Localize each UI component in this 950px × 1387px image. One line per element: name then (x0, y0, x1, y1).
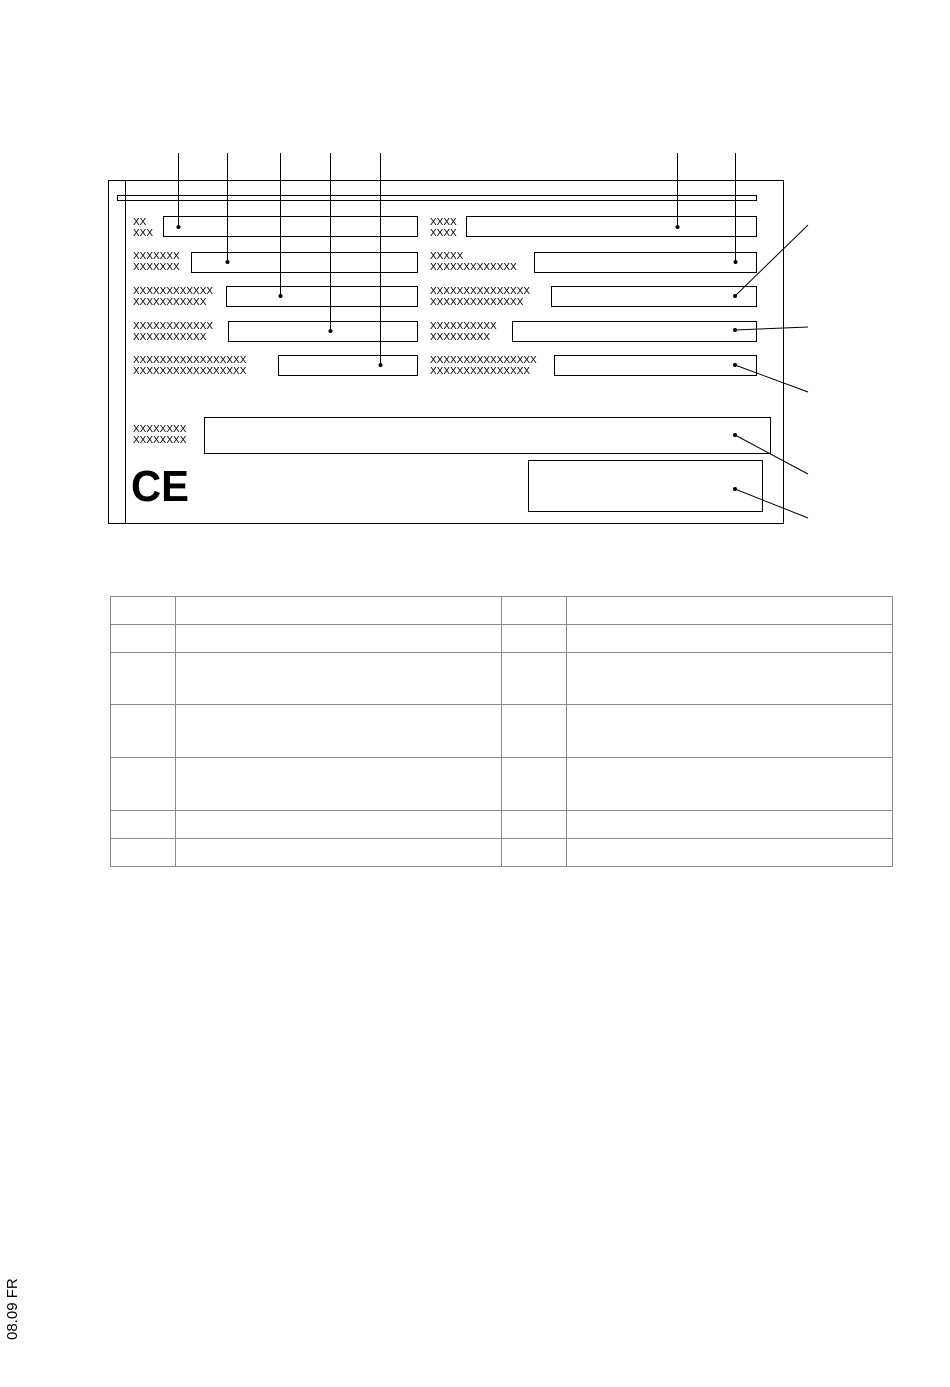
right-field-4-label-line-2: XXXXXXXXX (430, 332, 491, 343)
table-cell (111, 653, 176, 705)
table-cell (111, 839, 176, 867)
right-field-2-box (535, 253, 757, 273)
callout-line-right-4 (735, 435, 808, 474)
right-field-2-label-line-1: XXXXX (430, 251, 464, 262)
table-cell (111, 597, 176, 625)
table-cell (176, 839, 502, 867)
table-cell (502, 811, 567, 839)
identification-plate-diagram (0, 0, 950, 560)
document-revision-code: 08.09 FR (4, 1278, 21, 1340)
right-field-1-label-line-1: XXXX (430, 217, 457, 228)
callout-line-right-2 (735, 327, 808, 330)
table-cell (502, 653, 567, 705)
callout-dot-9 (733, 328, 737, 332)
plate-top-bar (118, 196, 757, 201)
left-field-4-box (229, 322, 418, 342)
table-cell (567, 811, 893, 839)
callout-dot-12 (733, 487, 737, 491)
left-field-1-box (164, 217, 418, 237)
table-cell (111, 758, 176, 811)
table-cell (176, 597, 502, 625)
left-field-1-label-line-1: XX (133, 217, 147, 228)
callout-dot-6 (676, 225, 680, 229)
left-field-5-label-line-2: XXXXXXXXXXXXXXXXX (133, 366, 247, 377)
left-field-4-label-line-1: XXXXXXXXXXXX (133, 321, 214, 332)
table-cell (567, 653, 893, 705)
callout-dot-5 (379, 363, 383, 367)
callout-dot-4 (329, 329, 333, 333)
callout-dot-1 (177, 225, 181, 229)
callout-dot-2 (226, 260, 230, 264)
table-row (111, 811, 893, 839)
right-field-5-box (555, 356, 757, 376)
right-field-4-label-line-1: XXXXXXXXXX (430, 321, 497, 332)
right-field-3-label-line-1: XXXXXXXXXXXXXXX (430, 286, 531, 297)
callout-dot-11 (733, 433, 737, 437)
callout-dot-8 (733, 294, 737, 298)
table-cell (567, 625, 893, 653)
right-field-4-box (513, 322, 757, 342)
wide-field-box (205, 418, 771, 454)
callout-dot-7 (734, 260, 738, 264)
right-field-2-label-line-2: XXXXXXXXXXXXX (430, 262, 517, 273)
left-field-5-box (279, 356, 418, 376)
right-field-3-label-line-2: XXXXXXXXXXXXXX (430, 297, 524, 308)
table-row (111, 653, 893, 705)
left-field-3-label-line-1: XXXXXXXXXXXX (133, 286, 214, 297)
table-row (111, 705, 893, 758)
table-cell (111, 811, 176, 839)
right-field-5-label-line-2: XXXXXXXXXXXXXXX (430, 366, 531, 377)
callout-dot-10 (733, 363, 737, 367)
left-field-2-label-line-1: XXXXXXX (133, 251, 180, 262)
right-field-3-box (552, 287, 757, 307)
table-cell (111, 625, 176, 653)
left-field-2-box (192, 253, 418, 273)
table-cell (176, 625, 502, 653)
left-field-3-box (227, 287, 418, 307)
table-row (111, 625, 893, 653)
callout-line-right-1 (735, 225, 808, 296)
table-cell (567, 839, 893, 867)
left-field-4-label-line-2: XXXXXXXXXXX (133, 332, 207, 343)
left-field-5-label-line-1: XXXXXXXXXXXXXXXXX (133, 355, 247, 366)
table-row (111, 597, 893, 625)
right-field-1-label-line-2: XXXX (430, 228, 457, 239)
wide-field-label-line-2: XXXXXXXX (133, 435, 187, 446)
left-field-1-label-line-2: XXX (133, 228, 154, 239)
ce-mark-icon: CE (131, 462, 189, 511)
table-cell (567, 597, 893, 625)
table-cell (502, 705, 567, 758)
table-cell (176, 653, 502, 705)
left-field-3-label-line-2: XXXXXXXXXXX (133, 297, 207, 308)
right-field-1-box (467, 217, 757, 237)
callout-dot-3 (279, 294, 283, 298)
wide-field-label-line-1: XXXXXXXX (133, 424, 187, 435)
table-cell (502, 839, 567, 867)
table-cell (176, 758, 502, 811)
table-cell (176, 811, 502, 839)
legend-table (110, 596, 893, 867)
bottom-right-box (529, 461, 763, 512)
table-cell (111, 705, 176, 758)
table-cell (502, 758, 567, 811)
callout-line-right-5 (735, 489, 808, 518)
table-cell (567, 705, 893, 758)
table-row (111, 839, 893, 867)
table-cell (502, 625, 567, 653)
callout-line-right-3 (735, 365, 808, 392)
table-row (111, 758, 893, 811)
left-field-2-label-line-2: XXXXXXX (133, 262, 180, 273)
table-cell (176, 705, 502, 758)
table-cell (502, 597, 567, 625)
table-cell (567, 758, 893, 811)
right-field-5-label-line-1: XXXXXXXXXXXXXXXX (430, 355, 537, 366)
